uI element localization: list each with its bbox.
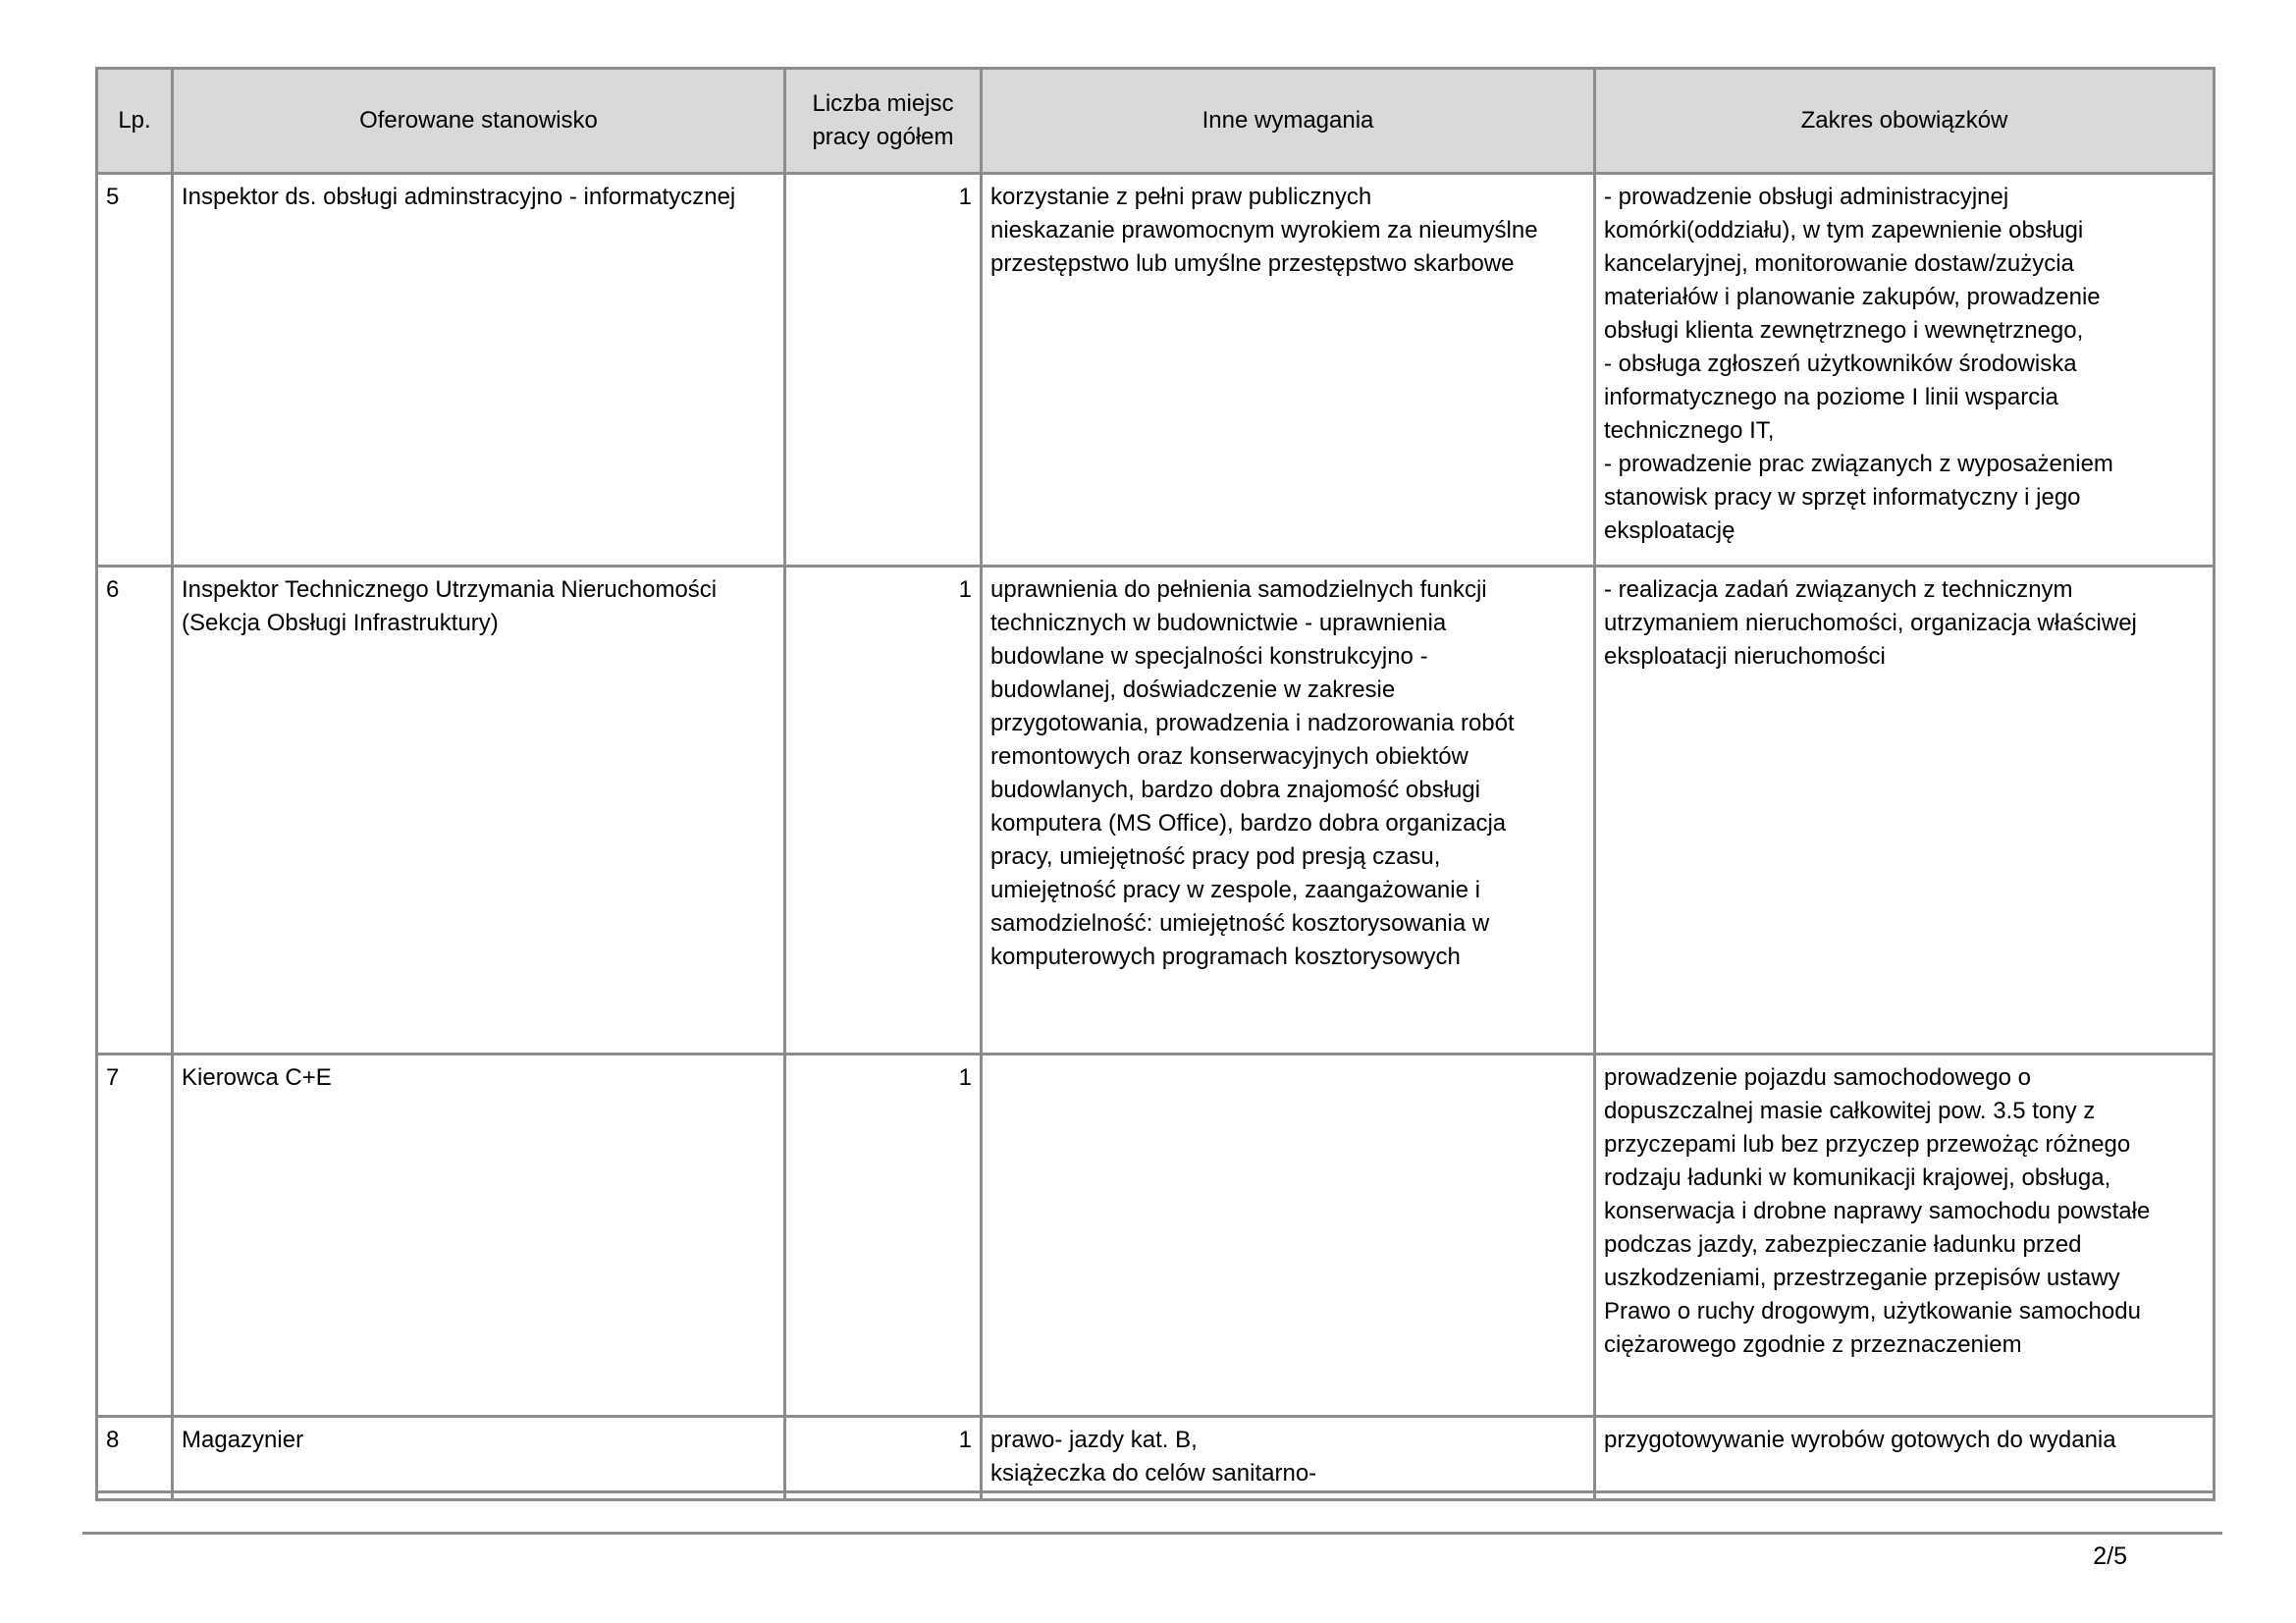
requirements-line: komputera (MS Office), bardzo dobra organizacja (990, 810, 1507, 837)
duties-line: Prawo o ruchy drogowym, użytkowanie samochodu (1604, 1298, 2141, 1325)
row-count: 1 (785, 567, 982, 1055)
requirements-line: książeczka do celów sanitarno- (990, 1460, 1317, 1487)
row-lp: 7 (97, 1055, 173, 1417)
position-line: Kierowca C+E (182, 1064, 332, 1091)
row-requirements (982, 1417, 1595, 1492)
duties-line: obsługi klienta zewnętrznego i wewnętrznego, (1604, 317, 2084, 344)
duties-line: przygotowywanie wyrobów gotowych do wydania (1604, 1427, 2116, 1453)
row-position (173, 174, 785, 567)
position-line: Magazynier (182, 1427, 304, 1453)
duties-line: podczas jazdy, zabezpieczanie ładunku przed (1604, 1231, 2082, 1258)
row-requirements (982, 1055, 1595, 1417)
table-row-continuation (97, 1492, 2215, 1500)
footer-divider (82, 1532, 2222, 1535)
requirements-line: korzystanie z pełni praw publicznych (990, 184, 1372, 210)
row-count: 1 (785, 174, 982, 567)
requirements-line: remontowych oraz konserwacyjnych obiektów (990, 743, 1468, 770)
row-lp: 6 (97, 567, 173, 1055)
continuation-cell (173, 1492, 785, 1500)
header-duties: Zakres obowiązków (1595, 69, 2215, 174)
requirements-line: budowlanych, bardzo dobra znajomość obsługi (990, 777, 1480, 803)
continuation-cell (1595, 1492, 2215, 1500)
position-line: Inspektor ds. obsługi adminstracyjno - informatycznej (182, 184, 736, 210)
duties-line: - obsługa zgłoszeń użytkowników środowiska (1604, 351, 2077, 377)
duties-line: konserwacja i drobne naprawy samochodu powstałe (1604, 1198, 2151, 1224)
row-duties (1595, 174, 2215, 567)
row-requirements (982, 174, 1595, 567)
requirements-line: samodzielność: umiejętność kosztorysowania w (990, 910, 1490, 937)
row-position (173, 567, 785, 1055)
row-duties (1595, 1055, 2215, 1417)
header-requirements: Inne wymagania (982, 69, 1595, 174)
duties-line: eksploatację (1604, 517, 1735, 544)
requirements-line: uprawnienia do pełnienia samodzielnych funkcji (990, 576, 1487, 603)
duties-line: technicznego IT, (1604, 417, 1775, 444)
job-offers-table (95, 67, 2216, 1501)
row-requirements (982, 567, 1595, 1055)
row-lp: 8 (97, 1417, 173, 1492)
duties-line: stanowisk pracy w sprzęt informatyczny i jego (1604, 484, 2081, 511)
duties-line: - realizacja zadań związanych z technicznym (1604, 576, 2073, 603)
row-count: 1 (785, 1417, 982, 1492)
duties-line: - prowadzenie obsługi administracyjnej (1604, 184, 2009, 210)
header-position: Oferowane stanowisko (173, 69, 785, 174)
duties-line: eksploatacji nieruchomości (1604, 643, 1886, 670)
requirements-line: prawo- jazdy kat. B, (990, 1427, 1198, 1453)
header-count-line1: Liczba miejsc (812, 90, 954, 117)
position-line: Inspektor Technicznego Utrzymania Nieruchomości (182, 576, 718, 603)
row-position (173, 1417, 785, 1492)
table-row (97, 1417, 2215, 1492)
requirements-line: przygotowania, prowadzenia i nadzorowania robót (990, 710, 1515, 736)
header-count-line2: pracy ogółem (812, 124, 954, 150)
requirements-line: nieskazanie prawomocnym wyrokiem za nieumyślne (990, 217, 1538, 243)
duties-line: dopuszczalnej masie całkowitej pow. 3.5 tony z (1604, 1098, 2096, 1124)
requirements-line: pracy, umiejętność pracy pod presją czasu, (990, 843, 1441, 870)
duties-line: rodzaju ładunki w komunikacji krajowej, obsługa, (1604, 1164, 2111, 1191)
requirements-line: technicznych w budownictwie - uprawnienia (990, 610, 1447, 636)
table-row (97, 174, 2215, 567)
duties-line: materiałów i planowanie zakupów, prowadzenie (1604, 284, 2101, 310)
duties-line: kancelaryjnej, monitorowanie dostaw/zużycia (1604, 250, 2074, 277)
duties-line: uszkodzeniami, przestrzeganie przepisów ustawy (1604, 1265, 2120, 1291)
table-row (97, 1055, 2215, 1417)
duties-line: utrzymaniem nieruchomości, organizacja właściwej (1604, 610, 2137, 636)
row-lp: 5 (97, 174, 173, 567)
requirements-line: budowlane w specjalności konstrukcyjno - (990, 643, 1428, 670)
position-line: (Sekcja Obsługi Infrastruktury) (182, 610, 499, 636)
duties-line: prowadzenie pojazdu samochodowego o (1604, 1064, 2031, 1091)
table-row (97, 567, 2215, 1055)
continuation-cell (982, 1492, 1595, 1500)
requirements-line: budowlanej, doświadczenie w zakresie (990, 676, 1396, 703)
duties-line: przyczepami lub bez przyczep przewożąc różnego (1604, 1131, 2131, 1158)
row-position (173, 1055, 785, 1417)
requirements-line: umiejętność pracy w zespole, zaangażowanie i (990, 877, 1480, 903)
page-number: 2/5 (2093, 1542, 2127, 1570)
row-duties (1595, 1417, 2215, 1492)
row-duties (1595, 567, 2215, 1055)
row-count: 1 (785, 1055, 982, 1417)
continuation-cell (785, 1492, 982, 1500)
header-lp: Lp. (97, 69, 173, 174)
duties-line: informatycznego na poziome I linii wsparcia (1604, 384, 2058, 410)
continuation-cell (97, 1492, 173, 1500)
duties-line: - prowadzenie prac związanych z wyposażeniem (1604, 451, 2113, 477)
duties-line: ciężarowego zgodnie z przeznaczeniem (1604, 1331, 2022, 1358)
header-count (785, 69, 982, 174)
requirements-line: komputerowych programach kosztorysowych (990, 944, 1461, 970)
requirements-line: przestępstwo lub umyślne przestępstwo skarbowe (990, 250, 1515, 277)
table-header-row (97, 69, 2215, 174)
duties-line: komórki(oddziału), w tym zapewnienie obsługi (1604, 217, 2084, 243)
